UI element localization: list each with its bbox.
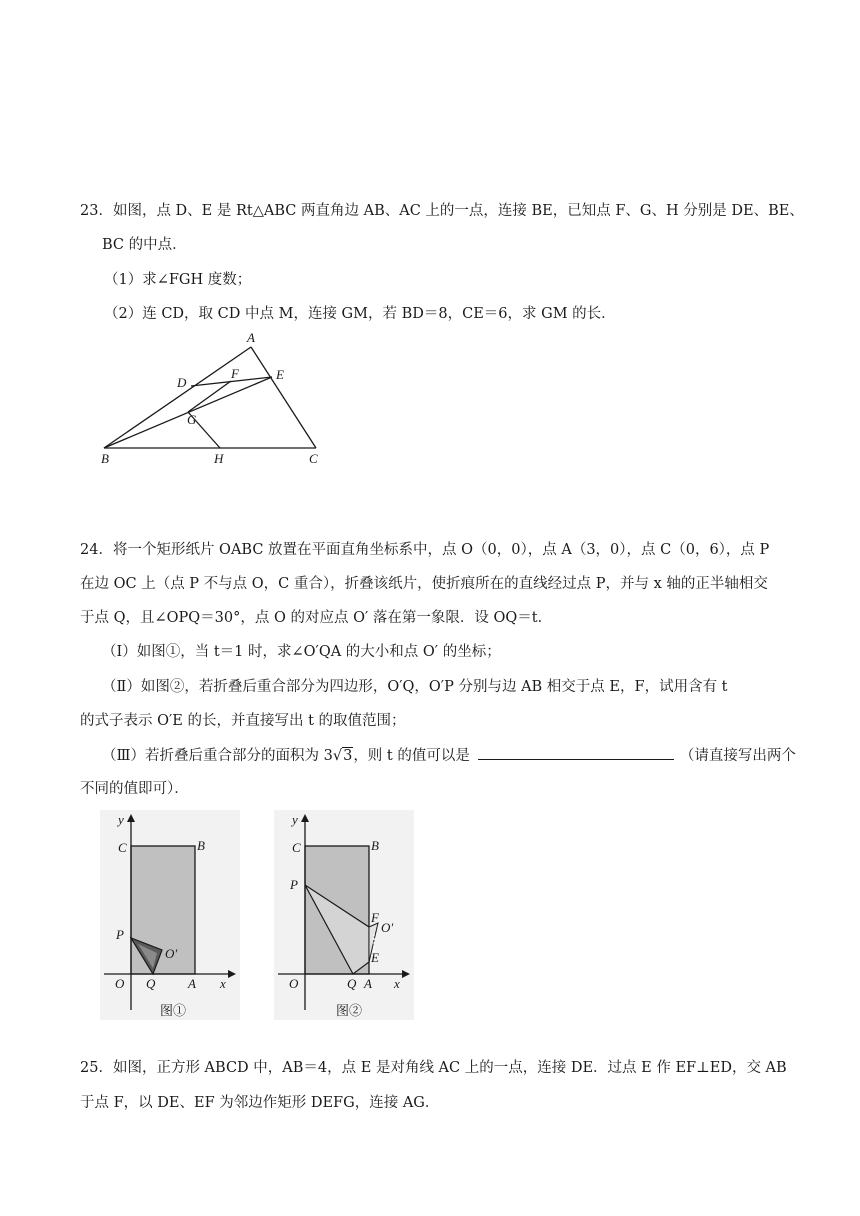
q24-part1: （Ⅰ）如图①，当 t＝1 时，求∠O′QA 的大小和点 O′ 的坐标； [102,644,501,660]
q23-triangle-figure [96,330,336,466]
q23-part2: （2）连 CD，取 CD 中点 M，连接 GM，若 BD＝8，CE＝6，求 GM 的长． [104,306,616,322]
fig1-label-C: C [118,840,127,855]
fig1-label-P: P [116,927,124,942]
q24-part3-text-b: ，则 t 的值可以是 [353,748,470,764]
label-F: F [231,366,239,381]
fig1-label-Q: Q [146,976,156,991]
label-D: D [177,375,187,390]
fig2-label-B: B [371,838,379,853]
fig2-label-x: x [394,976,400,991]
fig2-label-O: O [289,976,299,991]
fig1-label-O: O [115,976,125,991]
fig2-label-E: E [371,950,379,965]
fig2-caption: 图② [336,1003,363,1018]
q24-part3-line1 [102,745,796,766]
q24-figure-2 [274,810,414,1020]
fig2-label-C: C [292,840,301,855]
label-G: G [187,412,197,427]
fig1-caption: 图① [160,1003,187,1018]
fig2-label-y: y [292,812,298,827]
q24-part3-text-a: （Ⅲ）若折叠后重合部分的面积为 3 [102,748,333,764]
q23-part1: （1）求∠FGH 度数； [104,272,252,288]
q24-part2-line1: （Ⅱ）如图②，若折叠后重合部分为四边形，O′Q，O′P 分别与边 AB 相交于点 E，F，试用含有 t [102,679,728,695]
label-E: E [276,367,284,382]
q25-stem-line2: 于点 F，以 DE、EF 为邻边作矩形 DEFG，连接 AG． [80,1095,440,1111]
fig2-label-F: F [371,910,379,925]
fig1-label-O-prime: O′ [165,946,178,961]
q25-stem-line1: 25．如图，正方形 ABCD 中，AB＝4，点 E 是对角线 AC 上的一点，连接 DE．过点 E 作 EF⊥ED，交 AB [80,1060,787,1076]
label-B: B [101,451,109,466]
fig1-label-x: x [220,976,226,991]
q24-part3-text-c: （请直接写出两个 [679,748,796,764]
sqrt-expression: √3 [332,748,353,764]
q24-stem-line3: 于点 Q，且∠OPQ＝30°，点 O 的对应点 O′ 落在第一象限．设 OQ＝t． [80,610,553,626]
q24-figure-1 [100,810,240,1020]
label-A: A [247,330,255,345]
q23-stem-line1: 23．如图，点 D、E 是 Rt△ABC 两直角边 AB、AC 上的一点，连接 BE，已知点 F、G、H 分别是 DE、BE、 [80,203,804,219]
fig1-label-A: A [188,976,196,991]
answer-blank[interactable] [478,745,674,760]
q24-part3-line2: 不同的值即可）． [80,781,189,797]
q23-stem-line2: BC 的中点． [102,237,187,253]
label-C: C [309,451,318,466]
fig2-label-O-prime: O′ [381,920,394,935]
q24-stem-line1: 24．将一个矩形纸片 OABC 放置在平面直角坐标系中，点 O（0，0），点 A（3，0），点 C（0，6），点 P [80,542,770,558]
fig1-label-y: y [118,812,124,827]
q24-stem-line2: 在边 OC 上（点 P 不与点 O，C 重合），折叠该纸片，使折痕所在的直线经过点 P，并与 x 轴的正半轴相交 [80,576,768,592]
fig1-label-B: B [197,838,205,853]
sqrt-radicand: 3 [343,748,353,764]
fig2-label-P: P [290,877,298,892]
q24-part2-line2: 的式子表示 O′E 的长，并直接写出 t 的取值范围； [80,713,406,729]
fig2-label-Q: Q [347,976,357,991]
fig2-label-A: A [364,976,372,991]
label-H: H [214,451,224,466]
